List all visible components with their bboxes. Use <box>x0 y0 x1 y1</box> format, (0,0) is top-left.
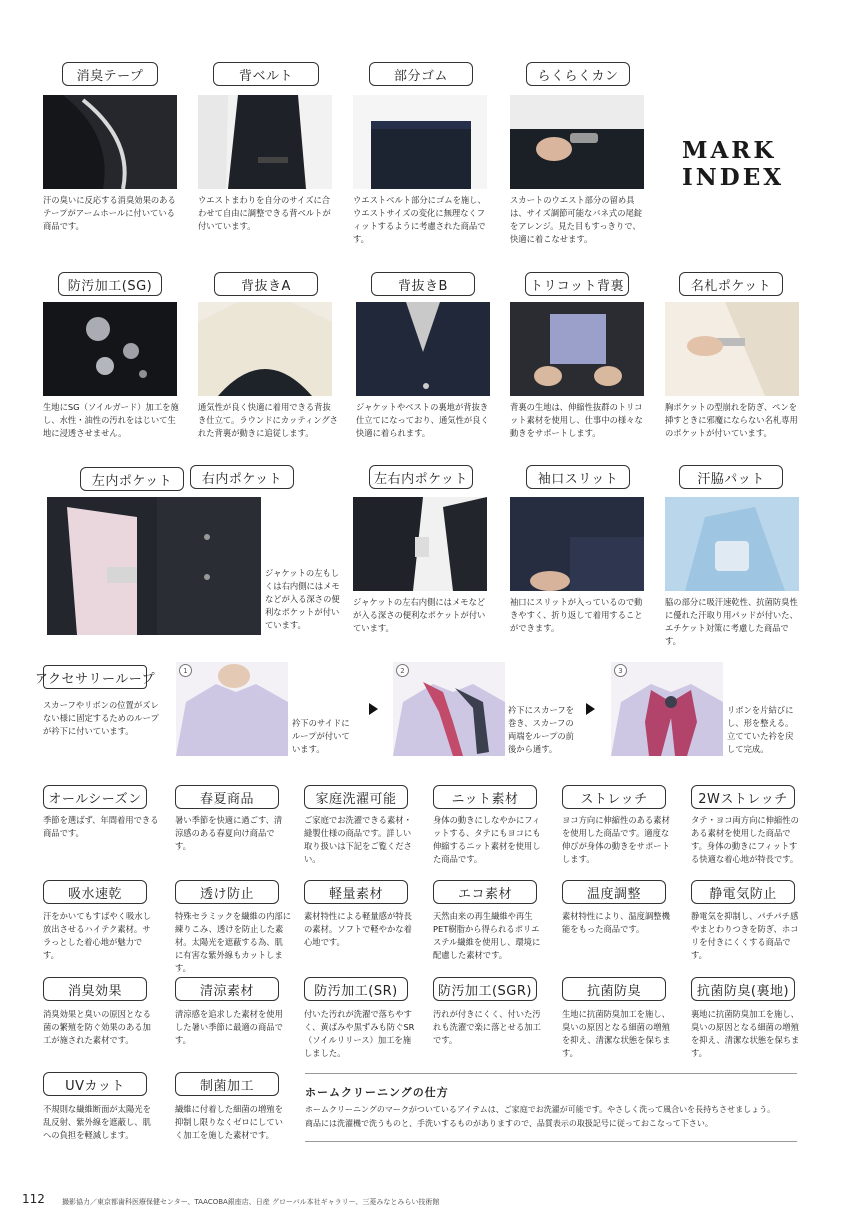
home-cleaning-line2: 商品には洗濯機で洗うものと、手洗いするものがありますので、品質表示の取扱記号に従っておこなって下さい。 <box>305 1119 713 1128</box>
tag-stain-guard-sgr: 防汚加工(SGR) <box>433 977 537 1001</box>
tag-temperature-control: 温度調整 <box>562 880 666 904</box>
mark-index-title <box>682 137 784 191</box>
desc-see-through-prevention: 特殊セラミックを繊維の内部に練りこみ、透けを防止した素材。太陽光を遮蔽する為、肌に有害な紫外線もカットします。 <box>175 911 291 973</box>
tag-antistatic: 静電気防止 <box>691 880 795 904</box>
desc-antibacterial: 生地に抗菌防臭加工を施し、臭いの原因となる細菌の増殖を抑え、清潔な状態を保ちます。 <box>562 1009 671 1058</box>
desc-uv-cut: 不規則な繊維断面が太陽光を乱反射、紫外線を遮蔽し、肌への負担を軽減します。 <box>43 1104 151 1140</box>
desc-deodorant-tape: 汗の臭いに反応する消臭効果のあるテープがアームホールに付いている商品です。 <box>43 195 176 231</box>
desc-accessory-loop: スカーフやリボンの位置がズレない様に固定するためのループが衿下に付いています。 <box>43 700 159 736</box>
desc-back-b: ジャケットやベストの裏地が背抜き仕立てになっており、通気性が良く快適に着られます。 <box>356 402 489 438</box>
tag-back-b: 背抜きB <box>371 272 475 296</box>
step-3-marker: 3 <box>614 664 627 677</box>
tag-antibacterial-lining: 抗菌防臭(裏地) <box>691 977 795 1001</box>
tag-raku-raku-kan: らくらくカン <box>526 62 630 86</box>
desc-stretch: ヨコ方向に伸縮性のある素材を使用した商品です。適度な伸びが身体の動きをサポートします。 <box>562 815 670 864</box>
home-cleaning-line1: ホームクリーニングのマークがついているアイテムは、ご家庭でお洗濯が可能です。やさしく洗って風合いを長持ちさせましょう。 <box>305 1105 776 1114</box>
desc-cooling-material: 清涼感を追求した素材を使用した暑い季節に最適の商品です。 <box>175 1009 283 1045</box>
tag-right-inner-pocket: 右内ポケット <box>190 465 294 489</box>
photo-back-a <box>198 302 332 396</box>
desc-partial-elastic: ウエストベルト部分にゴムを施し、ウエストサイズの変化に無理なくフィットするように考慮された商品です。 <box>353 195 486 244</box>
step-1-marker: 1 <box>179 664 192 677</box>
desc-back-belt: ウエストまわりを自分のサイズに合わせて自由に調整できる背ベルトが付いています。 <box>198 195 331 231</box>
tag-cooling-material: 清涼素材 <box>175 977 279 1001</box>
desc-antibacterial-lining: 裏地に抗菌防臭加工を施し、臭いの原因となる細菌の増殖を抑え、清潔な状態を保ちます。 <box>691 1009 800 1058</box>
step-2-marker: 2 <box>396 664 409 677</box>
photo-left-right-pocket <box>47 497 261 635</box>
mark-index-line1: MARK <box>682 137 777 164</box>
photo-back-belt <box>198 95 332 189</box>
desc-accessory-step3: リボンを片結びにし、形を整える。立てていた衿を戻して完成。 <box>727 705 794 754</box>
desc-all-season: 季節を選ばず、年間着用できる商品です。 <box>43 815 159 838</box>
tag-cuff-slit: 袖口スリット <box>526 465 630 489</box>
desc-2way-stretch: タテ・ヨコ両方向に伸縮性のある素材を使用した商品です。身体の動きにフィットする快適な着心地が特長です。 <box>691 815 799 864</box>
desc-left-right-pocket: ジャケットの左もしくは右内側にはメモなどが入る深さの便利なポケットが付いています。 <box>265 568 340 630</box>
tag-deodorizing: 消臭効果 <box>43 977 147 1001</box>
desc-raku-raku-kan: スカートのウエスト部分の留め具は、サイズ調節可能なバネ式の尾錠をアレンジ。見た目もすっきりで、快適に着こなせます。 <box>510 195 643 244</box>
tag-accessory-loop: アクセサリーループ <box>43 665 147 689</box>
home-cleaning-title: ホームクリーニングの仕方 <box>305 1086 449 1099</box>
desc-temperature-control: 素材特性により、温度調整機能をもった商品です。 <box>562 911 670 934</box>
tag-home-washable: 家庭洗濯可能 <box>304 785 408 809</box>
tag-deodorant-tape: 消臭テープ <box>62 62 158 86</box>
desc-spring-summer: 暑い季節を快適に過ごす、清涼感のある春夏向け商品です。 <box>175 815 283 851</box>
desc-antibacterial-finish: 繊維に付着した細菌の増殖を抑制し限りなくゼロにしていく加工を施した素材です。 <box>175 1104 283 1140</box>
tag-eco-material: エコ素材 <box>433 880 537 904</box>
desc-underarm-pad: 脇の部分に吸汗速乾性、抗菌防臭性に優れた汗取り用パッドが付いた、エチケット対策に考慮した商品です。 <box>665 597 798 646</box>
tag-quick-dry: 吸水速乾 <box>43 880 147 904</box>
photo-deodorant-tape <box>43 95 177 189</box>
tag-back-a: 背抜きA <box>214 272 318 296</box>
desc-stain-guard: 生地にSG（ソイルガード）加工を施し、水性・油性の汚れをはじいて生地に浸透させません。 <box>43 402 179 438</box>
desc-tricot-lining: 背裏の生地は、伸縮性抜群のトリコット素材を使用し、仕事中の様々な動きをサポートします。 <box>510 402 643 438</box>
desc-name-pocket: 胸ポケットの型崩れを防ぎ、ペンを挿すときに邪魔にならない名札専用のポケットが付いています。 <box>665 402 798 438</box>
photo-raku-raku-kan <box>510 95 644 189</box>
arrow-right-icon <box>369 703 378 715</box>
tag-2way-stretch: 2Wストレッチ <box>691 785 795 809</box>
photo-tricot-lining <box>510 302 644 396</box>
photo-back-b <box>356 302 490 396</box>
mark-index-line2: INDEX <box>682 164 785 191</box>
tag-uv-cut: UVカット <box>43 1072 147 1096</box>
desc-home-washable: ご家庭でお洗濯できる素材・縫製仕様の商品です。詳しい取り扱いは下記をご覧ください。 <box>304 815 412 864</box>
photo-name-pocket <box>665 302 799 396</box>
desc-accessory-step2: 衿下にスカーフを巻き、スカーフの両端をループの前後から通す。 <box>508 705 574 754</box>
tag-stain-guard-sr: 防汚加工(SR) <box>304 977 408 1001</box>
desc-cuff-slit: 袖口にスリットが入っているので動きやすく、折り返して着用することができます。 <box>510 597 643 633</box>
desc-both-pocket: ジャケットの左右内側にはメモなどが入る深さの便利なポケットが付いています。 <box>353 597 486 633</box>
desc-lightweight: 素材特性による軽量感が特長の素材。ソフトで軽やかな着心地です。 <box>304 911 412 947</box>
desc-antistatic: 静電気を抑制し、パチパチ感やまとわりつきを防ぎ、ホコリを付きにくくする商品です。 <box>691 911 799 960</box>
tag-back-belt: 背ベルト <box>213 62 319 86</box>
desc-knit-material: 身体の動きにしなやかにフィットする、タテにもヨコにも伸縮するニット素材を使用した商品です。 <box>433 815 541 864</box>
photo-partial-elastic <box>353 95 487 189</box>
tag-tricot-lining: トリコット背裏 <box>525 272 629 296</box>
desc-quick-dry: 汗をかいてもすばやく吸水し放出させるハイテク素材。サラっとした着心地が魅力です。 <box>43 911 151 960</box>
desc-eco-material: 天然由来の再生繊維や再生PET樹脂から得られるポリエステル繊維を使用し、環境に配慮した素材です。 <box>433 911 541 960</box>
photo-cuff-slit <box>510 497 644 591</box>
tag-see-through-prevention: 透け防止 <box>175 880 279 904</box>
tag-name-pocket: 名札ポケット <box>679 272 783 296</box>
tag-spring-summer: 春夏商品 <box>175 785 279 809</box>
photo-credit: 撮影協力／東京都歯科医療保健センター、TAACOBA銀座店、日産 グローバル本社ギャラリー、三菱みなとみらい技術館 <box>62 1198 440 1206</box>
tag-stretch: ストレッチ <box>562 785 666 809</box>
photo-accessory-step2 <box>393 662 505 756</box>
photo-accessory-step3 <box>611 662 723 756</box>
photo-both-pocket <box>353 497 487 591</box>
page-number: 112 <box>22 1192 45 1206</box>
desc-stain-guard-sgr: 汚れが付きにくく、付いた汚れも洗濯で楽に落とせる加工です。 <box>433 1009 541 1045</box>
tag-stain-guard-sg: 防汚加工(SG) <box>58 272 162 296</box>
tag-left-inner-pocket: 左内ポケット <box>80 467 184 491</box>
desc-stain-guard-sr: 付いた汚れが洗濯で落ちやすく、黄ばみや黒ずみも防ぐSR（ソイルリリース）加工を施しました。 <box>304 1009 415 1058</box>
arrow-right-icon-2 <box>586 703 595 715</box>
tag-all-season: オールシーズン <box>43 785 147 809</box>
home-cleaning-top-rule <box>305 1073 797 1074</box>
desc-back-a: 通気性が良く快適に着用できる背抜き仕立て。ラウンドにカッティングされた背裏が動きに追従します。 <box>198 402 338 438</box>
tag-antibacterial: 抗菌防臭 <box>562 977 666 1001</box>
tag-both-inner-pocket: 左右内ポケット <box>369 465 473 489</box>
tag-partial-elastic: 部分ゴム <box>369 62 473 86</box>
tag-antibacterial-finish: 制菌加工 <box>175 1072 279 1096</box>
photo-accessory-step1 <box>176 662 288 756</box>
tag-underarm-pad: 汗脇パット <box>679 465 783 489</box>
tag-lightweight: 軽量素材 <box>304 880 408 904</box>
photo-stain-guard <box>43 302 177 396</box>
tag-knit-material: ニット素材 <box>433 785 537 809</box>
photo-underarm-pad <box>665 497 799 591</box>
desc-accessory-step1: 衿下のサイドにループが付いています。 <box>292 718 350 754</box>
desc-deodorizing: 消臭効果と臭いの原因となる菌の繁殖を防ぐ効果のある加工が施された素材です。 <box>43 1009 151 1045</box>
home-cleaning-bottom-rule <box>305 1141 797 1142</box>
